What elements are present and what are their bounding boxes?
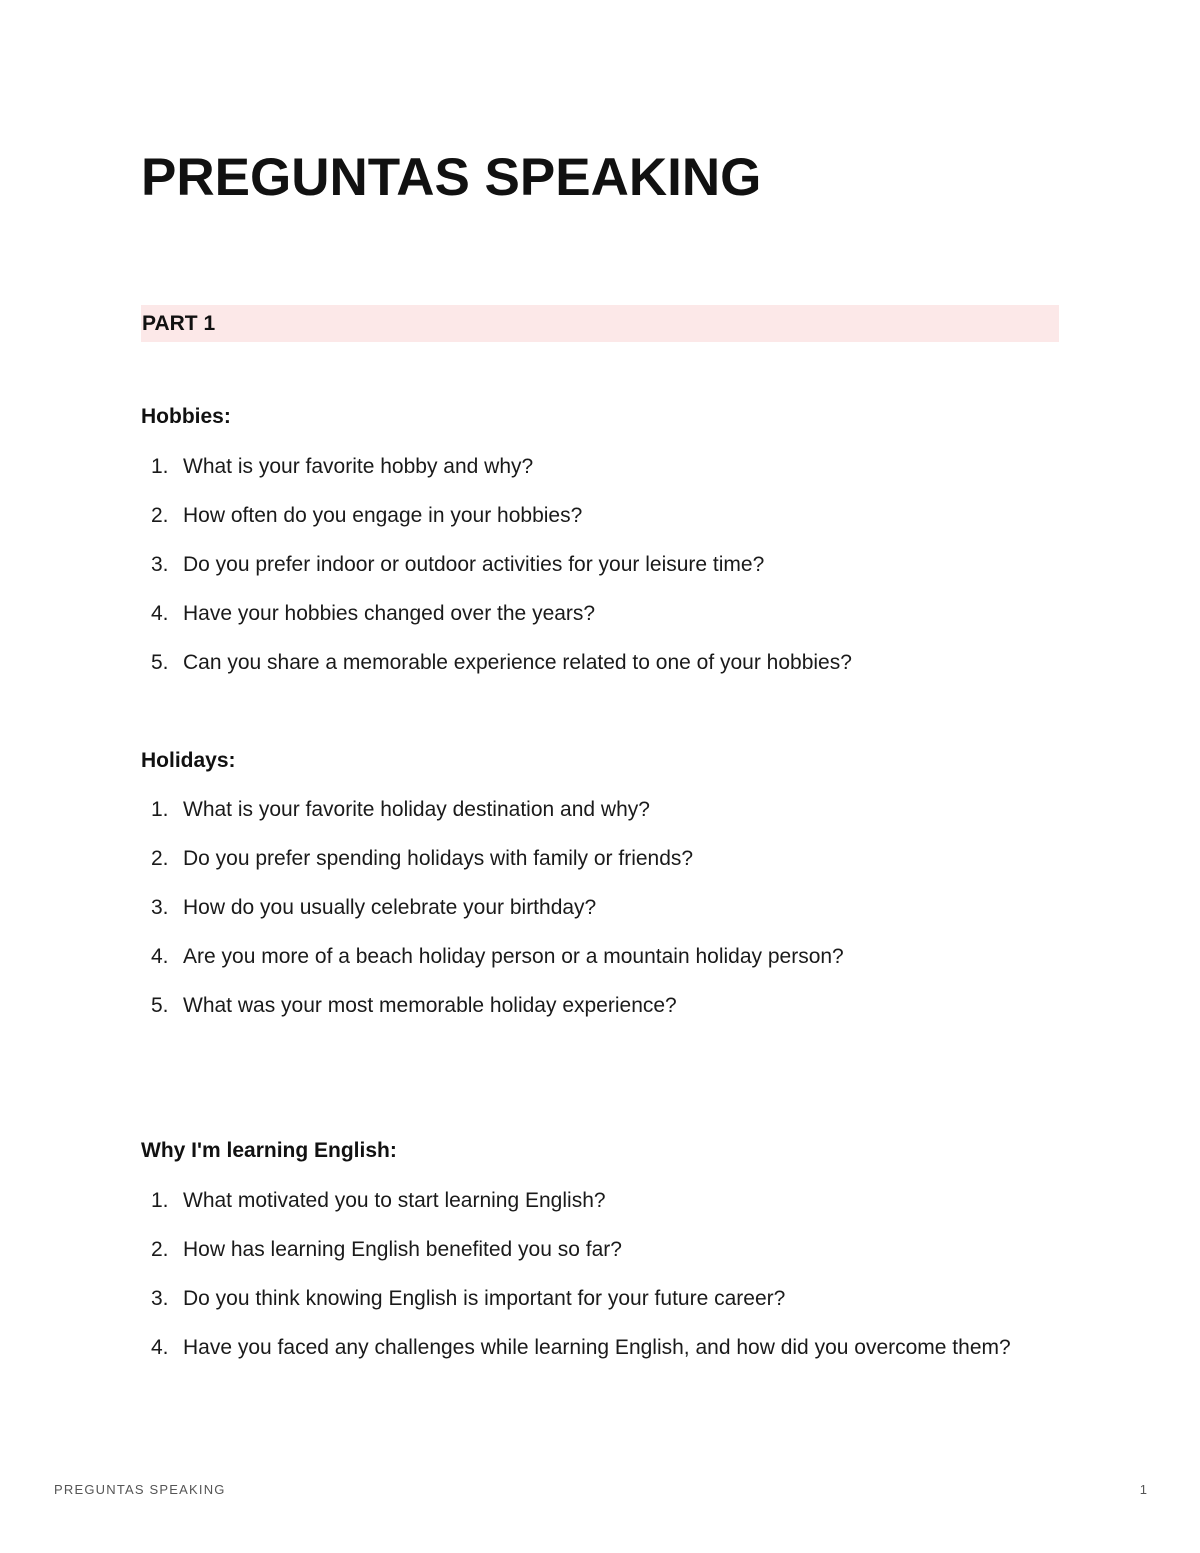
page-number: 1 — [1139, 1482, 1147, 1497]
list-item — [141, 841, 1059, 876]
question-text: What is your favorite holiday destination and why? — [183, 798, 650, 821]
list-item-number: 5. — [151, 651, 169, 674]
list-item — [141, 498, 1059, 533]
list-item — [141, 939, 1059, 974]
question-list-hobbies — [141, 449, 1059, 694]
list-item-number: 4. — [151, 602, 169, 625]
list-item — [141, 1281, 1059, 1316]
list-item — [141, 449, 1059, 484]
question-list-learning-english — [141, 1183, 1059, 1379]
question-text: What was your most memorable holiday experience? — [183, 994, 677, 1017]
list-item-number: 1. — [151, 798, 169, 821]
list-item-number: 4. — [151, 1336, 169, 1359]
page-title: PREGUNTAS SPEAKING — [141, 148, 762, 207]
list-item-number: 5. — [151, 994, 169, 1017]
list-item — [141, 1183, 1059, 1218]
list-item — [141, 1330, 1059, 1365]
question-text: Do you prefer spending holidays with family or friends? — [183, 847, 694, 870]
question-text: Do you think knowing English is important for your future career? — [183, 1287, 786, 1310]
section-heading-hobbies: Hobbies: — [141, 405, 231, 428]
list-item — [141, 792, 1059, 827]
question-text: How do you usually celebrate your birthday? — [183, 896, 597, 919]
question-text: How has learning English benefited you so far? — [183, 1238, 622, 1261]
footer-title: PREGUNTAS SPEAKING — [54, 1482, 226, 1497]
question-text: Do you prefer indoor or outdoor activities for your leisure time? — [183, 553, 765, 576]
part-banner: PART 1 — [141, 305, 1059, 342]
question-text: What is your favorite hobby and why? — [183, 455, 534, 478]
list-item-number: 2. — [151, 847, 169, 870]
list-item — [141, 596, 1059, 631]
list-item-number: 2. — [151, 1238, 169, 1261]
list-item-number: 2. — [151, 504, 169, 527]
question-text: Have your hobbies changed over the years? — [183, 602, 596, 625]
list-item — [141, 547, 1059, 582]
section-heading-learning-english: Why I'm learning English: — [141, 1139, 397, 1162]
question-text: Have you faced any challenges while learning English, and how did you overcome them? — [183, 1336, 1011, 1359]
question-text: Can you share a memorable experience related to one of your hobbies? — [183, 651, 852, 674]
list-item-number: 3. — [151, 1287, 169, 1310]
question-text: What motivated you to start learning English? — [183, 1189, 606, 1212]
question-text: Are you more of a beach holiday person or a mountain holiday person? — [183, 945, 844, 968]
section-heading-holidays: Holidays: — [141, 749, 236, 772]
list-item-number: 3. — [151, 896, 169, 919]
list-item — [141, 890, 1059, 925]
list-item-number: 1. — [151, 455, 169, 478]
question-list-holidays — [141, 792, 1059, 1037]
list-item-number: 3. — [151, 553, 169, 576]
question-text: How often do you engage in your hobbies? — [183, 504, 583, 527]
list-item — [141, 988, 1059, 1023]
list-item-number: 4. — [151, 945, 169, 968]
list-item-number: 1. — [151, 1189, 169, 1212]
list-item — [141, 1232, 1059, 1267]
list-item — [141, 645, 1059, 680]
